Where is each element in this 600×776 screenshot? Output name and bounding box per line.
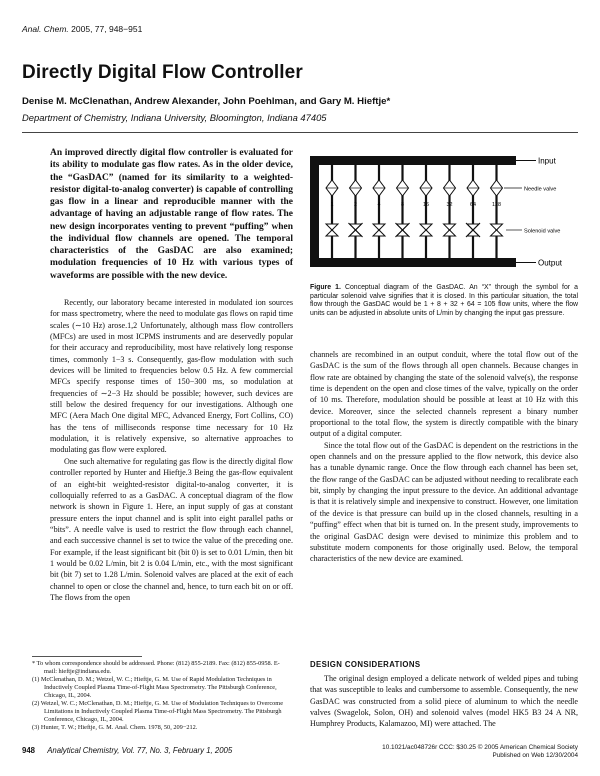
manifold-end-cap bbox=[310, 156, 319, 267]
affiliation: Department of Chemistry, Indiana University, Bloomington, Indiana 47405 bbox=[22, 112, 327, 123]
body-column-left bbox=[50, 297, 293, 603]
footnote: (1) McClenathan, D. M.; Wetzel, W. C.; Hieftje, G. M. Use of Rapid Modulation Techniques in Inductively Coupled Plasma Time-of-Flight Mass Spectrometry. The Pittsburgh Conference, Chicago, IL, 2004. bbox=[32, 676, 277, 700]
solenoid-valve-icon bbox=[491, 224, 503, 236]
title-divider bbox=[22, 132, 578, 133]
section-heading: DESIGN CONSIDERATIONS bbox=[310, 660, 421, 669]
input-manifold bbox=[310, 156, 516, 165]
author-list: Denise M. McClenathan, Andrew Alexander, John Poehlman, and Gary M. Hieftje* bbox=[22, 96, 391, 107]
footnote: (3) Hunter, T. W.; Hieftje, G. M. Anal. Chem. 1978, 50, 209−212. bbox=[32, 724, 198, 732]
doi-line: 10.1021/ac048726r CCC: $30.25 © 2005 American Chemical Society bbox=[382, 744, 578, 751]
bit-weight-label: 2 bbox=[354, 202, 357, 208]
solenoid-valve-icon bbox=[444, 224, 456, 236]
gasdac-diagram bbox=[308, 148, 578, 273]
bit-weight-label: 8 bbox=[401, 202, 404, 208]
paragraph: Recently, our laboratory became interested in modulated ion sources for mass spectrometry, where the need to modulate gas flows on rapid time scales (∼10 Hz) arose.1,2 Unfortunately, although mass flow controllers (MFCs) are used in most ICPMS instruments and are deservedly popular for their accuracy and reproducibility, most have relatively long response times, commonly 1−3 s. Consequently, gas-flow modulation with such devices will be limited to frequencies below 0.5 Hz. A few commercial MFCs specify response times of 150−300 ms, so modulation at frequencies of ∼2−3 Hz should be possible; however, such devices are still below the desired frequency for our investigations. Although one MFC (Aera Mach One digital MFC, Advanced Energy, Fort Collins, CO) has the tens of milliseconds response time necessary for 10 Hz modulation, it is relatively expensive, so alternative approaches to modulating gas flow were explored. bbox=[50, 298, 293, 455]
input-label: Input bbox=[538, 156, 556, 166]
paragraph: One such alternative for regulating gas flow is the directly digital flow controller reported by Hunter and Hieftje.3 Being the gas-flow equivalent of an eight-bit weighted-resistor digital-to-analog converter, it is colloquially referred to as a GasDAC. A conceptual diagram of the flow network is shown in Figure 1. Here, an input supply of gas at constant pressure enters the input channel and is split into eight parallel paths or “bits”. A needle valve is used to restrict the flow through each channel, and each successive channel is set to twice the value of the preceding one. For example, if the least significant bit (bit 0) is set to 0.01 L/min, then bit 1 would be 0.02 L/min, bit 2 is 0.04 L/min, etc., with the most significant bit (bit 7) set to 1.28 L/min. Solenoid valves are placed at the exit of each channel to open or close the channel and, hence, to turn each bit on or off. The flows from the open bbox=[50, 456, 293, 602]
figure-caption bbox=[310, 284, 578, 318]
needle-valve-label: Needle valve bbox=[524, 186, 557, 193]
solenoid-valve-icon bbox=[326, 224, 338, 236]
footnote: * To whom correspondence should be addressed. Phone: (812) 855-2189. Fax: (812) 855-0958. E-mail: hieftje@indiana.edu. bbox=[32, 660, 280, 676]
figure-label: Figure 1. bbox=[310, 284, 341, 291]
footnotes bbox=[32, 660, 292, 732]
bit-weight-label: 128 bbox=[492, 202, 501, 208]
journal-volume: 2005, 77, 948−951 bbox=[71, 24, 143, 34]
footnote-divider bbox=[32, 656, 142, 657]
journal-reference bbox=[22, 24, 142, 34]
bit-weight-label: 64 bbox=[470, 202, 476, 208]
caption-text: Conceptual diagram of the GasDAC. An “X” through the symbol for a particular solenoid valve signifies that it is closed. In this particular situation, the total flow through the GasDAC would be 1 + 8 + 32 + 64 = 105 flow units, where the flow units can be adjusted in absolute units of L/min by changing the input gas pressure. bbox=[310, 284, 578, 317]
solenoid-valve-icon bbox=[373, 224, 385, 236]
bit-weight-label: 4 bbox=[377, 202, 381, 208]
flow-channels bbox=[326, 165, 503, 258]
body-column-right bbox=[310, 349, 578, 565]
solenoid-valve-label: Solenoid valve bbox=[524, 228, 561, 235]
page-number: 948 bbox=[22, 746, 36, 755]
page-footer bbox=[22, 746, 232, 755]
paragraph: channels are recombined in an output conduit, where the total flow out of the GasDAC is the sum of the flows through all open channels. Because changes in flow rate are obtained by changing the state of the solenoid valve(s), the response time is dependent on the open and close times of the valve, typically on the order of 10 ms. Therefore, modulation should be possible at least at 10 Hz with this device. Moreover, since the selected channels represent a binary number proportional to the total flow, the system is directly compatible with the binary output of a digital computer. bbox=[310, 350, 578, 439]
paragraph: The original design employed a delicate network of welded pipes and tubing that was susceptible to leaks and cumbersome to assemble. Consequently, the new GasDAC was constructed from a solid piece of aluminum to which the needle valves (Swagelok, Solon, OH) and solenoid valves (model HK5 B3 24 A NR, Humphrey Products, Kalamazoo, MI) were attached. The bbox=[310, 674, 578, 729]
output-manifold bbox=[310, 258, 516, 267]
footnote: (2) Wetzel, W. C.; McClenathan, D. M.; Hieftje, G. M. Use of Modulation Techniques to Overcome Limitations in Inductively Coupled Plasma Time-of-Flight Mass Spectrometry. The Pittsburgh Conference, Chicago, IL, 2004. bbox=[32, 700, 283, 724]
bit-weight-label: 1 bbox=[330, 202, 334, 208]
bit-weight-label: 16 bbox=[423, 202, 429, 208]
journal-name: Anal. Chem. bbox=[22, 24, 69, 34]
journal-citation: Analytical Chemistry, Vol. 77, No. 3, February 1, 2005 bbox=[47, 746, 233, 755]
solenoid-valve-icon bbox=[420, 224, 432, 236]
output-label: Output bbox=[538, 258, 563, 268]
published-date: Published on Web 12/30/2004 bbox=[492, 752, 578, 759]
bit-weight-label: 32 bbox=[446, 202, 453, 208]
design-paragraph bbox=[310, 673, 578, 730]
footer-publication-info bbox=[330, 744, 578, 760]
article-title: Directly Digital Flow Controller bbox=[22, 62, 303, 83]
paragraph: Since the total flow out of the GasDAC is dependent on the restrictions in the open channels and on the pressure applied to the flow network, this device also has a tunable dynamic range. Once the flow through each channel has been set, the flow range of the GasDAC can be adjusted without needing to recalibrate each bit, simply by changing the input pressure to the device. An additional advantage is that it is relatively simple and inexpensive to construct. However, one limitation of the device is that pressure can build up in the closed channels, resulting in a “puffing” effect when that bit is turned on. In the present study, improvements to the original GasDAC design were devised to minimize this problem and to substitute modern components for those originally used. Below, the temporal characteristics of the new device are examined. bbox=[310, 440, 578, 564]
abstract: An improved directly digital flow controller is evaluated for its ability to modulate gas flow rates. As in the older device, the “GasDAC” (named for its similarity to a weighted-resistor digital-to-analog converter) is capable of controlling gas flow in a linear and reproducible manner with the advantage of having an adjustable range of flow rates. The new design incorporates venting to prevent “puffing” when the individual flow channels are opened. The temporal characteristics of the GasDAC are also examined; modulation frequencies of 10 Hz with various types of waveforms are possible with the new device. bbox=[50, 148, 293, 281]
